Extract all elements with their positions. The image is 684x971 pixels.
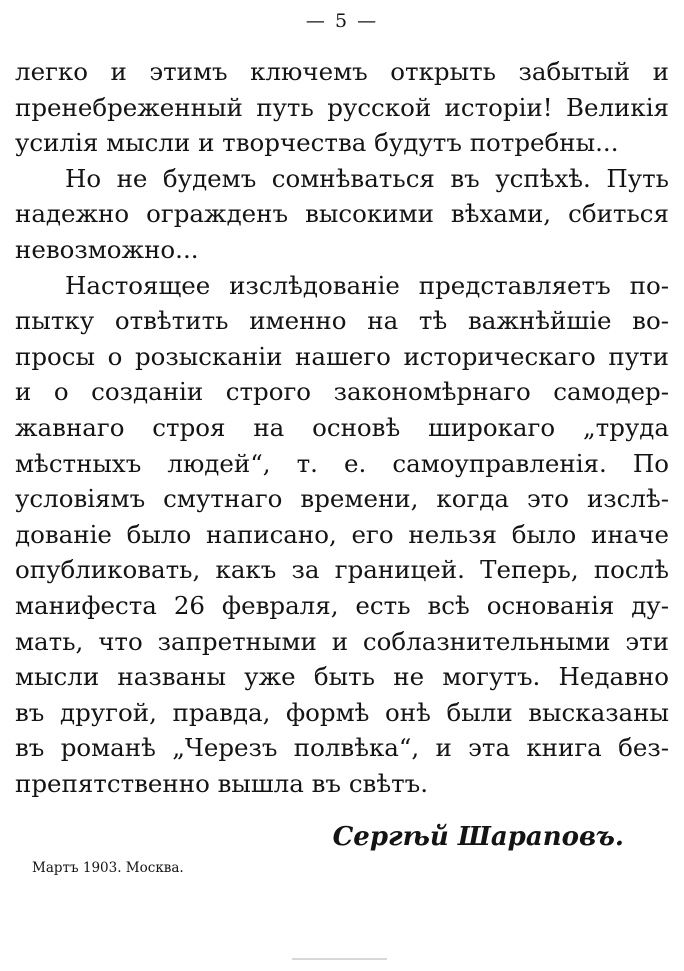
text-line: легко и этимъ ключемъ открыть забытый и: [15, 57, 669, 86]
text-line: невозможно...: [15, 234, 199, 264]
text-line: Настоящее изслѣдованіе представляетъ по-: [65, 270, 669, 300]
text-line: въ другой, правда, формѣ онѣ были высказаны: [15, 697, 669, 727]
text-line: Но не будемъ сомнѣваться въ успѣхѣ. Путь: [65, 163, 669, 193]
text-line: въ романѣ „Черезъ полвѣка“, и эта книга без-: [15, 733, 669, 763]
text-line: и о созданіи строго закономѣрнаго самодер-: [15, 377, 669, 407]
text-line: надежно огражденъ высокими вѣхами, сбиться: [15, 199, 669, 229]
dateline: Мартъ 1903. Москва.: [32, 860, 184, 876]
body-text: [15, 54, 669, 801]
author-signature: Сергѣй Шараповъ.: [332, 822, 624, 852]
text-line: усилія мысли и творчества будутъ потребны...: [15, 128, 619, 158]
text-line: просы о розысканіи нашего историческаго пути: [15, 341, 669, 371]
text-line: препятственно вышла въ свѣтъ.: [15, 768, 429, 798]
text-line: пренебреженный путь русской исторіи! Великія: [15, 92, 669, 122]
text-line: мать, что запретными и соблазнительными эти: [15, 626, 669, 656]
text-line: опубликовать, какъ за границей. Теперь, послѣ: [15, 555, 669, 585]
footer-smudge: [292, 958, 387, 966]
text-line: мѣстныхъ людей“, т. е. самоуправленія. По: [15, 448, 669, 478]
text-line: жавнаго строя на основѣ широкаго „труда: [15, 412, 669, 442]
text-line: пытку отвѣтить именно на тѣ важнѣйшіе во-: [15, 306, 669, 336]
text-line: манифеста 26 февраля, есть всѣ основанія ду-: [15, 590, 669, 620]
text-line: дованіе было написано, его нельзя было иначе: [15, 519, 669, 549]
text-line: условіямъ смутнаго времени, когда это изслѣ-: [15, 484, 669, 514]
text-line: мысли названы уже быть не могутъ. Недавно: [15, 662, 669, 692]
page-number: — 5 —: [305, 10, 379, 32]
